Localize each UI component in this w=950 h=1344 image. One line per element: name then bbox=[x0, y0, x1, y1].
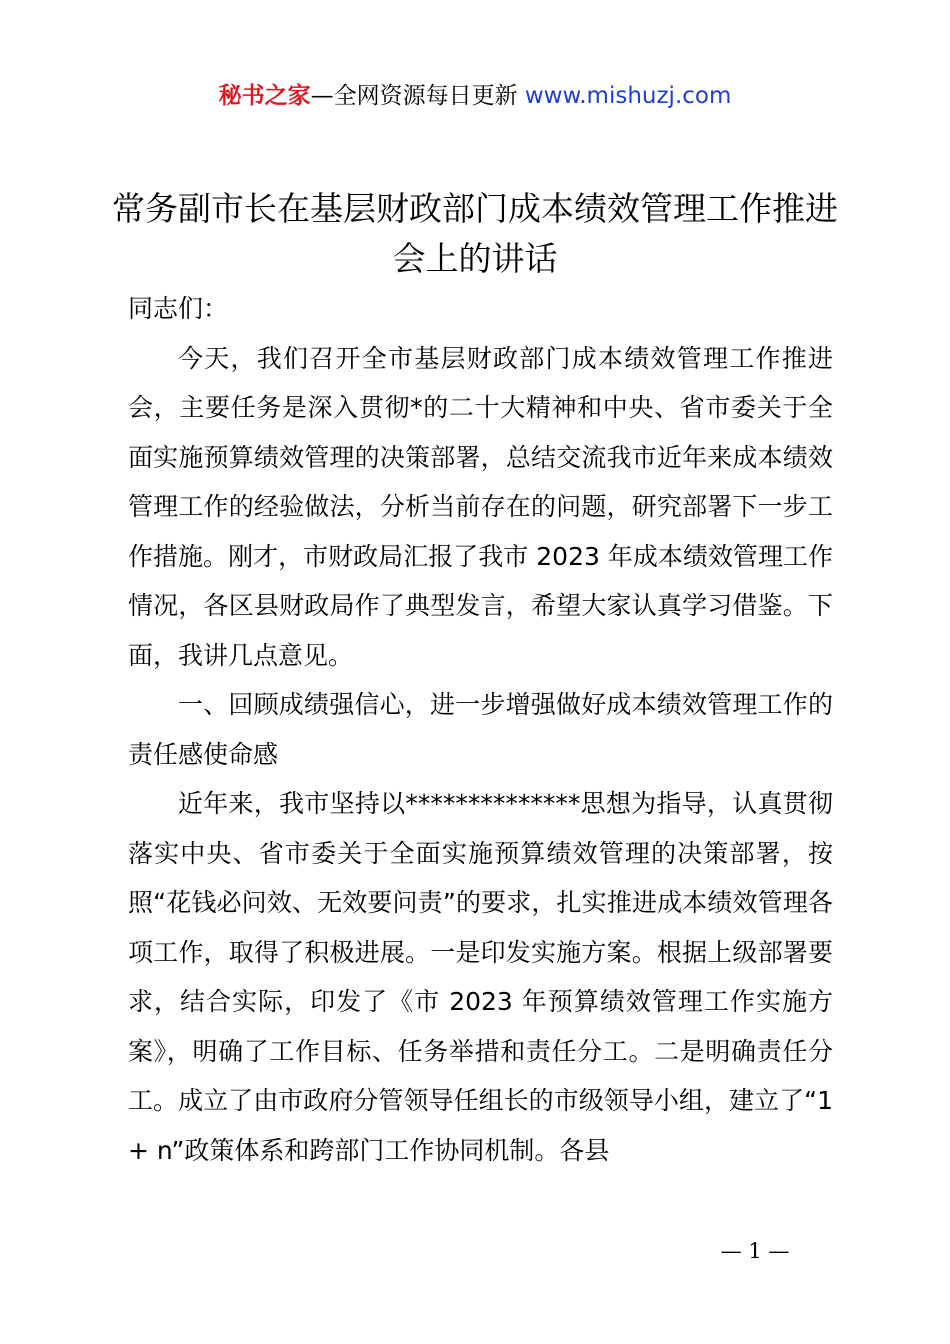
document-title: 常务副市长在基层财政部门成本绩效管理工作推进会上的讲话 bbox=[112, 189, 838, 278]
site-slogan: —全网资源每日更新 bbox=[310, 83, 525, 109]
paragraph-intro: 今天，我们召开全市基层财政部门成本绩效管理工作推进会，主要任务是深入贯彻*的二十大精神和中央、省市委关于全面实施预算绩效管理的决策部署，总结交流我市近年来成本绩效管理工作的经验做法，分析当前存在的问题，研究部署下一步工作措施。刚才，市财政局汇报了我市 2023 年成本绩效管理工作情况，各区县财政局作了典型发言，希望大家认真学习借鉴。下面，我讲几点意见。 bbox=[128, 343, 833, 670]
section-heading-1: 一、回顾成绩强信心，进一步增强做好成本绩效管理工作的责任感使命感 bbox=[128, 690, 833, 769]
document-body bbox=[128, 284, 833, 1175]
site-brand: 秘书之家 bbox=[218, 83, 311, 109]
salutation: 同志们： bbox=[128, 294, 229, 323]
paragraph-achievements: 近年来，我市坚持以**************思想为指导，认真贯彻落实中央、省市委关于全面实施预算绩效管理的决策部署，按照“花钱必问效、无效要问责”的要求，扎实推进成本绩效管理各项工作，取得了积极进展。一是印发实施方案。根据上级部署要求，结合实际，印发了《市 2023 年预算绩效管理工作实施方案》，明确了工作目标、任务举措和责任分工。二是明确责任分工。成立了由市政府分管领导任组长的市级领导小组，建立了“1 + n”政策体系和跨部门工作协同机制。各县 bbox=[128, 789, 833, 1165]
site-header bbox=[0, 80, 950, 112]
site-url-link[interactable]: www.mishuzj.com bbox=[524, 83, 732, 109]
page-number: — 1 — bbox=[720, 1239, 790, 1263]
